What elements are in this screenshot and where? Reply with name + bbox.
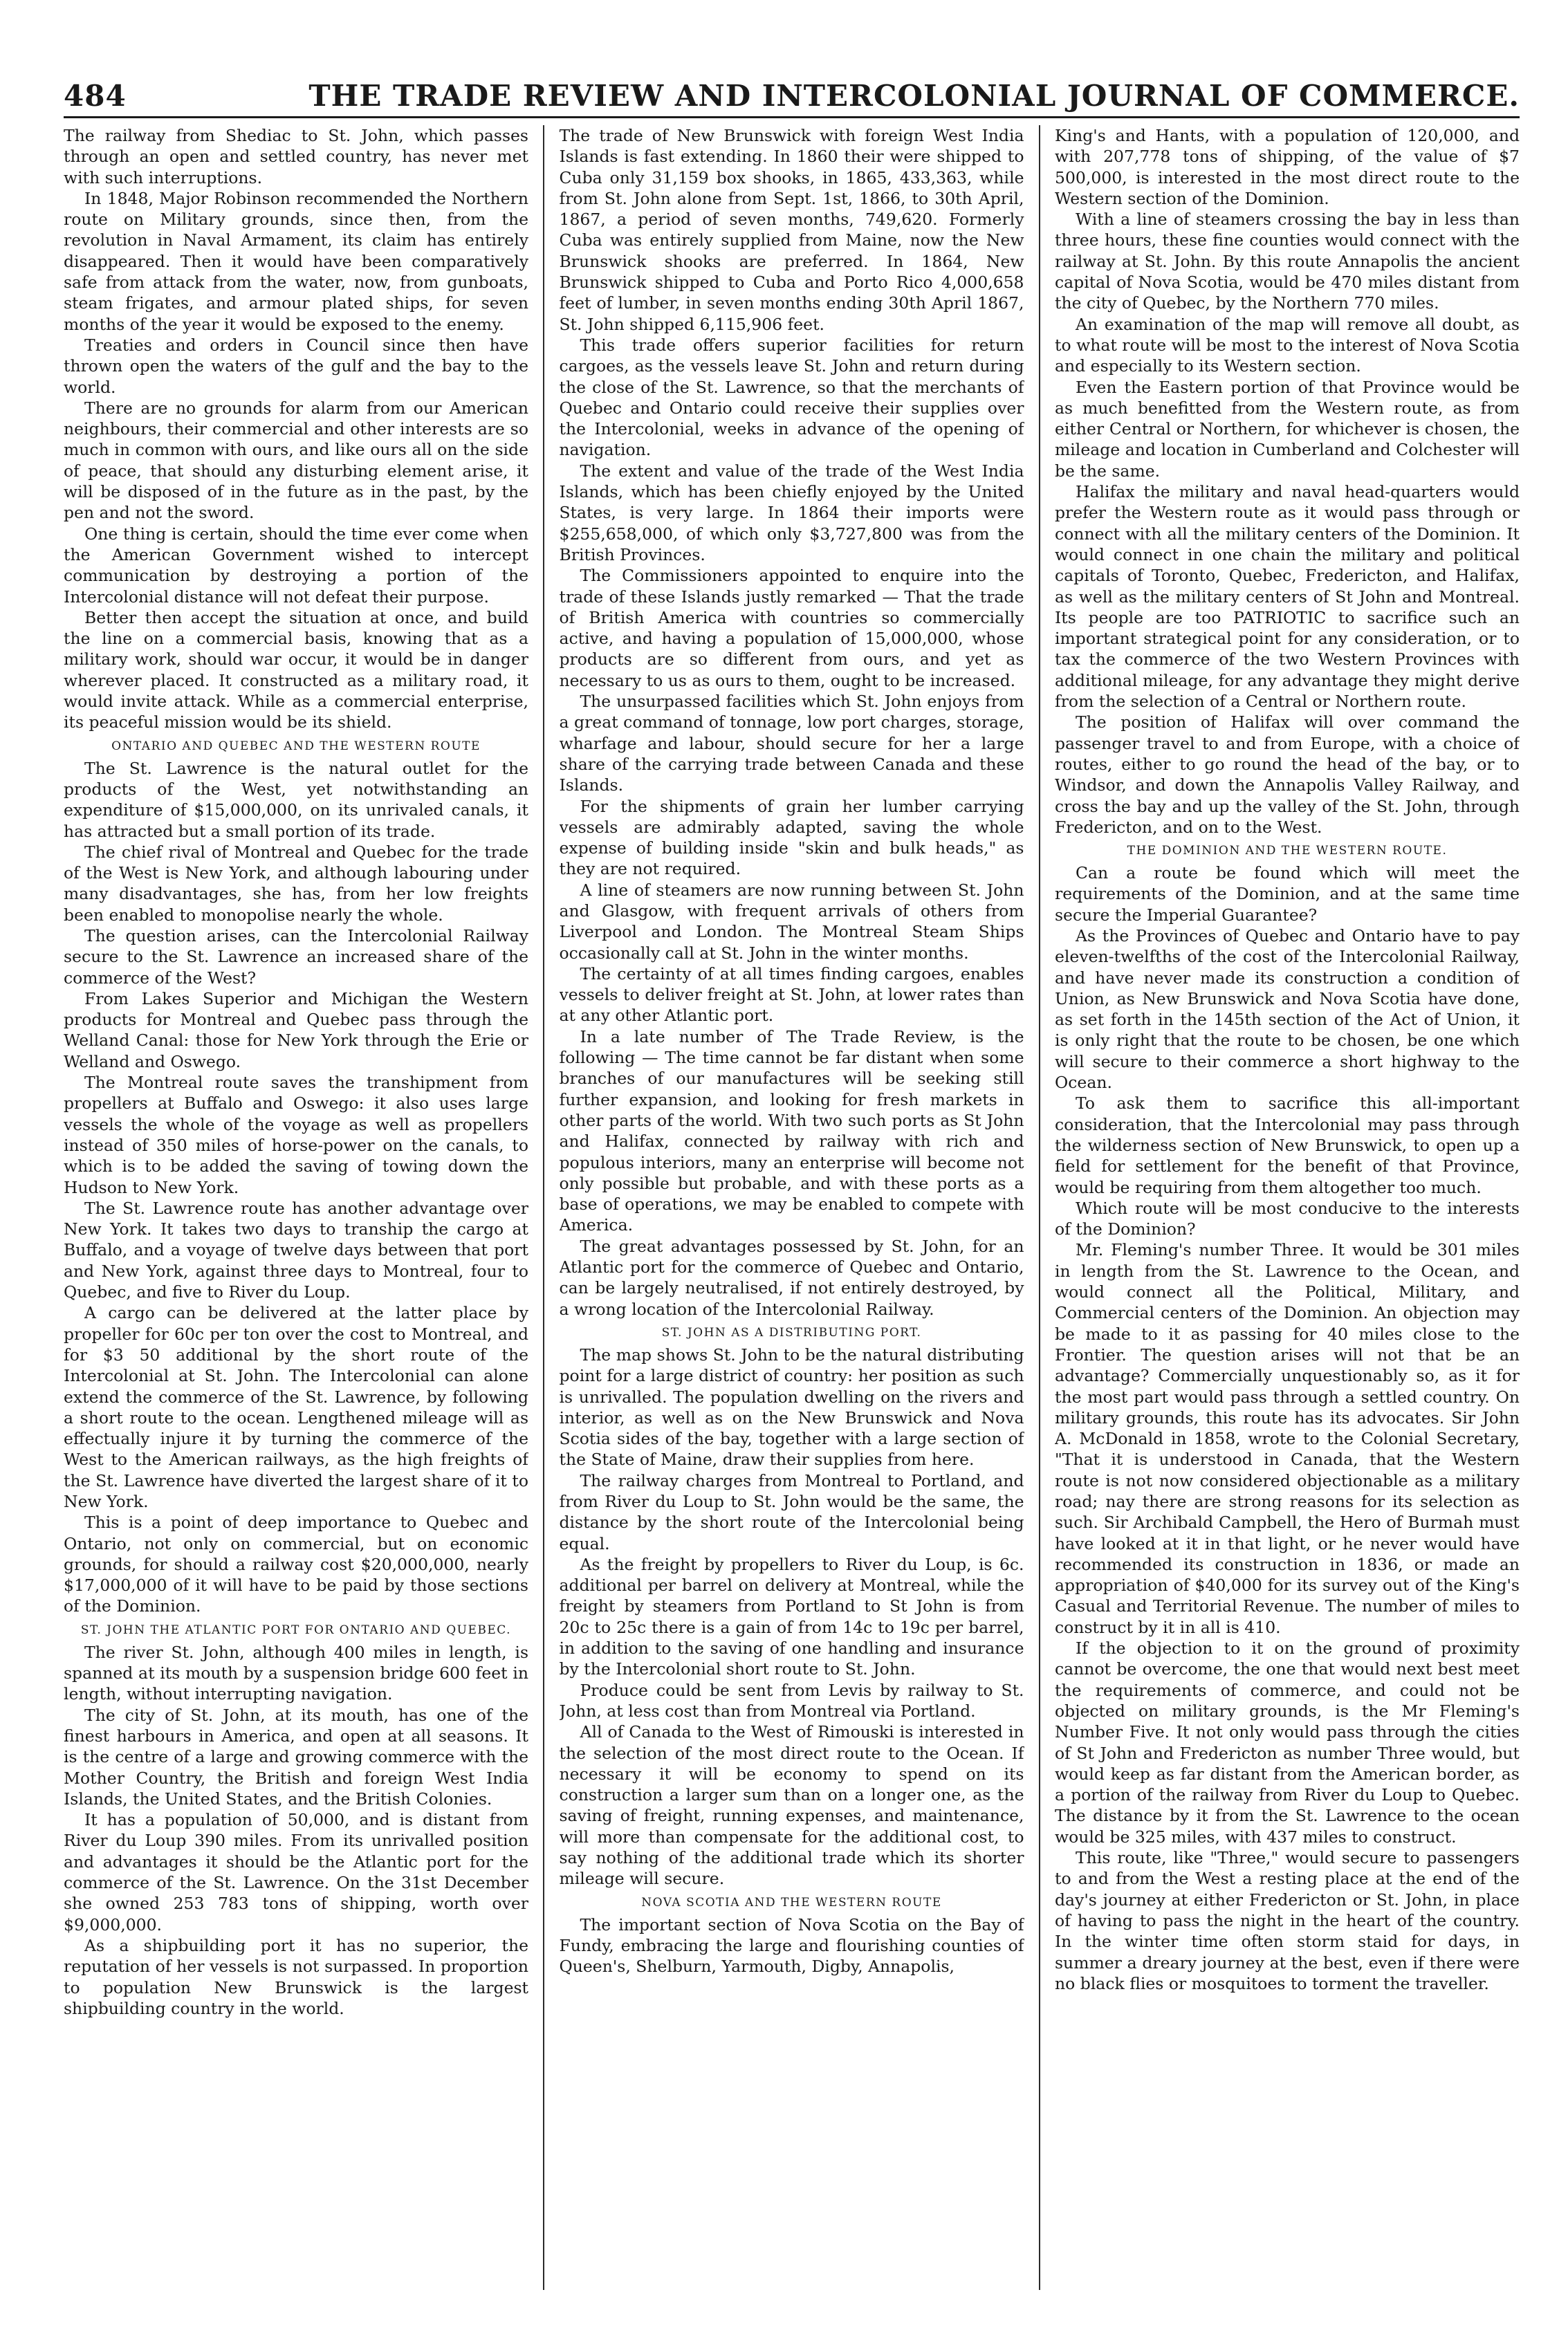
paragraph: Which route will be most conducive to the interests of the Dominion? (1055, 1198, 1520, 1239)
paragraph: In 1848, Major Robinson recommended the Northern route on Military grounds, since then, from the revolution in Naval Armament, its claim has entirely disappeared. Then it would have been comparatively safe from attack from the water, now, from gunboats, steam frigates, and armour plated ships, for seven months of the year it would be exposed to the enemy. (64, 188, 528, 334)
paragraph: A line of steamers are now running between St. John and Glasgow, with frequent arrivals of others from Liverpool and London. The Montreal Steam Ships occasionally call at St. John in the winter months. (559, 880, 1024, 963)
paragraph: Produce could be sent from Levis by railway to St. John, at less cost than from Montreal via Portland. (559, 1680, 1024, 1721)
section-heading: ST. JOHN AS A DISTRIBUTING PORT. (661, 1325, 922, 1340)
paragraph: A cargo can be delivered at the latter place by propeller for 60c per ton over the cost to Montreal, and for $3 50 additional by the short route of the Intercolonial at St. John. The Intercolonial can alone extend the commerce of the St. Lawrence, by following a short route to the ocean. Lengthened mileage will as effectually injure it by turning the commerce of the West to the American railways, as the high freights of the St. Lawrence have diverted the largest share of it to New York. (64, 1303, 528, 1511)
paragraph: The St. Lawrence route has another advantage over New York. It takes two days to tranship the cargo at Buffalo, and a voyage of twelve days between that port and New York, against three days to Montreal, four to Quebec, and five to River du Loup. (64, 1198, 528, 1302)
paragraph: To ask them to sacrifice this all-important consideration, that the Intercolonial may pass through the wilderness section of New Brunswick, to open up a field for settlement for the benefit of that Province, would be requiring from them altogether too much. (1055, 1093, 1520, 1197)
column-2 (560, 125, 1024, 2290)
paragraph: The trade of New Brunswick with foreign West India Islands is fast extending. In 1860 their were shipped to Cuba only 31,159 box shooks, in 1865, 433,363, while from St. John alone from Sept. 1st, 1866, to 30th April, 1867, a period of seven months, 749,620. Formerly Cuba was entirely supplied from Maine, now the New Brunswick shooks are preferred. In 1864, New Brunswick shipped to Cuba and Porto Rico 4,000,658 feet of lumber, in seven months ending 30th April 1867, St. John shipped 6,115,906 feet. (559, 126, 1024, 334)
section-heading: NOVA SCOTIA AND THE WESTERN ROUTE (641, 1895, 942, 1910)
paragraph: The city of St. John, at its mouth, has one of the finest harbours in America, and open at all seasons. It is the centre of a large and growing commerce with the Mother Country, the British and foreign West India Islands, the United States, and the British Colonies. (64, 1705, 528, 1809)
paragraph: As the Provinces of Quebec and Ontario have to pay eleven-twelfths of the cost of the Intercolonial Railway, and have never made its construction a condition of Union, as New Brunswick and Nova Scotia have done, as set forth in the 145th section of the Act of Union, it is only right that the route to be chosen, be one which will secure to their commerce a short highway to the Ocean. (1055, 925, 1520, 1093)
column-3 (1055, 125, 1520, 2290)
paragraph: If the objection to it on the ground of proximity cannot be overcome, the one that would next best meet the requirements of commerce, and could not be objected on military grounds, is the Mr Fleming's Number Five. It not only would pass through the cities of St John and Fredericton as number Three would, but would keep as far distant from the American border, as a portion of the railway from River du Loup to Quebec. The distance by it from the St. Lawrence to the ocean would be 325 miles, with 437 miles to construct. (1055, 1638, 1520, 1847)
section-heading: ST. JOHN THE ATLANTIC PORT FOR ONTARIO AND QUEBEC. (80, 1623, 512, 1637)
paragraph: Can a route be found which will meet the requirements of the Dominion, and at the same time secure the Imperial Guarantee? (1055, 863, 1520, 925)
column-divider (1039, 125, 1040, 2290)
paragraph: With a line of steamers crossing the bay in less than three hours, these fine counties would connect with the railway at St. John. By this route Annapolis the ancient capital of Nova Scotia, would be 470 miles distant from the city of Quebec, by the Northern 770 miles. (1055, 210, 1520, 313)
paragraph: The map shows St. John to be the natural distributing point for a large district of country: her position as such is unrivalled. The population dwelling on the rivers and interior, as well as on the New Brunswick and Nova Scotia sides of the bay, together with a large section of the State of Maine, draw their supplies from here. (559, 1345, 1024, 1470)
paragraph: All of Canada to the West of Rimouski is interested in the selection of the most direct route to the Ocean. If necessary it will be economy to spend on its construction a larger sum than on a longer one, as the saving of freight, running expenses, and maintenance, will more than compensate for the additional cost, to say nothing of the additional trade which its shorter mileage will secure. (559, 1722, 1024, 1889)
page-number: 484 (64, 79, 127, 113)
paragraph: As the freight by propellers to River du Loup, is 6c. additional per barrel on delivery at Montreal, while the freight by steamers from Portland to St John is from 20c to 25c there is a gain of from 14c to 19c per barrel, in addition to the saving of one handling and insurance by the Intercolonial short route to St. John. (559, 1554, 1024, 1679)
paragraph: The unsurpassed facilities which St. John enjoys from a great command of tonnage, low port charges, storage, wharfage and labour, should secure for her a large share of the carrying trade between Canada and these Islands. (559, 692, 1024, 795)
paragraph: This trade offers superior facilities for return cargoes, as the vessels leave St. John and return during the close of the St. Lawrence, so that the merchants of Quebec and Ontario could receive their supplies over the Intercolonial, weeks in advance of the opening of navigation. (559, 335, 1024, 460)
running-title: THE TRADE REVIEW AND INTERCOLONIAL JOURNAL OF COMMERCE. (308, 79, 1520, 113)
section-heading: ONTARIO AND QUEBEC AND THE WESTERN ROUTE (111, 739, 481, 753)
column-divider (543, 125, 544, 2290)
paragraph: The river St. John, although 400 miles in length, is spanned at its mouth by a suspension bridge 600 feet in length, without interrupting navigation. (64, 1642, 528, 1704)
column-1 (64, 125, 528, 2290)
paragraph: Even the Eastern portion of that Province would be as much benefitted from the Western route, as from either Central or Northern, for whichever is chosen, the mileage and location in Cumberland and Colchester will be the same. (1055, 377, 1520, 481)
paragraph: The question arises, can the Intercolonial Railway secure to the St. Lawrence an increased share of the commerce of the West? (64, 925, 528, 988)
paragraph: For the shipments of grain her lumber carrying vessels are admirably adapted, saving the whole expense of building inside "skin and bulk heads," as they are not required. (559, 796, 1024, 879)
paragraph: The important section of Nova Scotia on the Bay of Fundy, embracing the large and flourishing counties of Queen's, Shelburn, Yarmouth, Digby, Annapolis, (559, 1914, 1024, 1977)
paragraph: As a shipbuilding port it has no superior, the reputation of her vessels is not surpassed. In proportion to population New Brunswick is the largest shipbuilding country in the world. (64, 1935, 528, 2018)
paragraph: The Montreal route saves the transhipment from propellers at Buffalo and Oswego: it also uses large vessels the whole of the voyage as well as propellers instead of 350 miles of horse-power on the canals, to which is to be added the saving of towing down the Hudson to New York. (64, 1073, 528, 1197)
paragraph: The Commissioners appointed to enquire into the trade of these Islands justly remarked — That the trade of British America with countries so commercially active, and having a population of 15,000,000, whose products are so different from ours, and yet as necessary to us as ours to them, ought to be increased. (559, 566, 1024, 690)
paragraph: An examination of the map will remove all doubt, as to what route will be most to the interest of Nova Scotia and especially to its Western section. (1055, 314, 1520, 376)
paragraph: Treaties and orders in Council since then have thrown open the waters of the gulf and the bay to the world. (64, 335, 528, 397)
paragraph: The position of Halifax will over command the passenger travel to and from Europe, with a choice of routes, either to go round the head of the bay, or to Windsor, and down the Annapolis Valley Railway, and cross the bay and up the valley of the St. John, through Fredericton, and on to the West. (1055, 712, 1520, 837)
paragraph: Better then accept the situation at once, and build the line on a commercial basis, knowing that as a military work, should war occur, it would be in danger wherever placed. It constructed as a military road, it would invite attack. While as a commercial enterprise, its peaceful mission would be its shield. (64, 607, 528, 732)
article-columns (64, 125, 1520, 2290)
paragraph: Halifax the military and naval head-quarters would prefer the Western route as it would pass through or connect with all the military centers of the Dominion. It would connect in one chain the military and political capitals of Toronto, Quebec, Fredericton, and Halifax, as well as the military centers of St John and Montreal. Its people are too PATRIOTIC to sacrifice such an important strategical point for any consideration, or to tax the commerce of the two Western Provinces with additional mileage, for any advantage they might derive from the selection of a Central or Northern route. (1055, 482, 1520, 712)
paragraph: The St. Lawrence is the natural outlet for the products of the West, yet notwithstanding an expenditure of $15,000,000, on its unrivaled canals, it has attracted but a small portion of its trade. (64, 758, 528, 841)
paragraph: The great advantages possessed by St. John, for an Atlantic port for the commerce of Quebec and Ontario, can be largely neutralised, if not entirely destroyed, by a wrong location of the Intercolonial Railway. (559, 1236, 1024, 1319)
paragraph: The certainty of at all times finding cargoes, enables vessels to deliver freight at St. John, at lower rates than at any other Atlantic port. (559, 963, 1024, 1026)
section-heading: THE DOMINION AND THE WESTERN ROUTE. (1127, 844, 1448, 858)
paragraph: The extent and value of the trade of the West India Islands, which has been chiefly enjoyed by the United States, is very large. In 1864 their imports were $255,658,000, of which only $3,727,800 was from the British Provinces. (559, 461, 1024, 564)
paragraph: The railway from Shediac to St. John, which passes through an open and settled country, has never met with such interruptions. (64, 126, 528, 187)
paragraph: The railway charges from Montreal to Portland, and from River du Loup to St. John would be the same, the distance by the short route of the Intercolonial being equal. (559, 1470, 1024, 1553)
paragraph: Mr. Fleming's number Three. It would be 301 miles in length from the St. Lawrence to the Ocean, and would connect all the Political, Military, and Commercial centers of the Dominion. An objection may be made to it as passing for 40 miles close to the Frontier. The question arises will not that be an advantage? Commercially unquestionably so, as it for the most part would pass through a settled country. On military grounds, this route has its advocates. Sir John A. McDonald in 1858, wrote to the Colonial Secretary, "That it is understood in Canada, that the Western route is not now considered objectionable as a military road; nay there are strong reasons for its selection as such. Sir Archibald Campbell, the Hero of Burmah must have looked at it in that light, or he never would have recommended its construction in 1836, or made an appropriation of $40,000 for its survey out of the King's Casual and Territorial Revenue. The number of miles to construct by it in all is 410. (1055, 1240, 1520, 1637)
paragraph: This route, like "Three," would secure to passengers to and from the West a resting place at the end of the day's journey at either Fredericton or St. John, in place of having to pass the night in the heart of the country. In the winter time often storm staid for days, in summer a dreary journey at the best, even if there were no black flies or mosquitoes to torment the traveller. (1055, 1848, 1520, 1993)
paragraph: This is a point of deep importance to Quebec and Ontario, not only on commercial, but on economic grounds, for should a railway cost $20,000,000, nearly $17,000,000 of it will have to be paid by those sections of the Dominion. (64, 1513, 528, 1616)
paragraph: There are no grounds for alarm from our American neighbours, their commercial and other interests are so much in common with ours, and like ours all on the side of peace, that should any disturbing element arise, it will be disposed of in the future as in the past, by the pen and not the sword. (64, 398, 528, 523)
paragraph: One thing is certain, should the time ever come when the American Government wished to intercept communication by destroying a portion of the Intercolonial distance will not defeat their purpose. (64, 524, 528, 607)
page-header (64, 75, 1520, 118)
paragraph: In a late number of The Trade Review, is the following — The time cannot be far distant when some branches of our manufactures will be seeking still further expansion, and looking for fresh markets in other parts of the world. With two such ports as St John and Halifax, connected by railway with rich and populous interiors, many an enterprise will become not only possible but probable, and with these ports as a base of operations, we may be enabled to compete with America. (559, 1026, 1024, 1235)
paragraph: The chief rival of Montreal and Quebec for the trade of the West is New York, and although labouring under many disadvantages, she has, from her low freights been enabled to monopolise nearly the whole. (64, 842, 528, 925)
paragraph: From Lakes Superior and Michigan the Western products for Montreal and Quebec pass through the Welland Canal: those for New York through the Erie or Welland and Oswego. (64, 988, 528, 1071)
paragraph: It has a population of 50,000, and is distant from River du Loup 390 miles. From its unrivalled position and advantages it should be the Atlantic port for the commerce of the St. Lawrence. On the 31st December she owned 253 783 tons of shipping, worth over $9,000,000. (64, 1810, 528, 1934)
paragraph: King's and Hants, with a population of 120,000, and with 207,778 tons of shipping, of the value of $7 500,000, is interested in the most direct route to the Western section of the Dominion. (1055, 126, 1520, 208)
